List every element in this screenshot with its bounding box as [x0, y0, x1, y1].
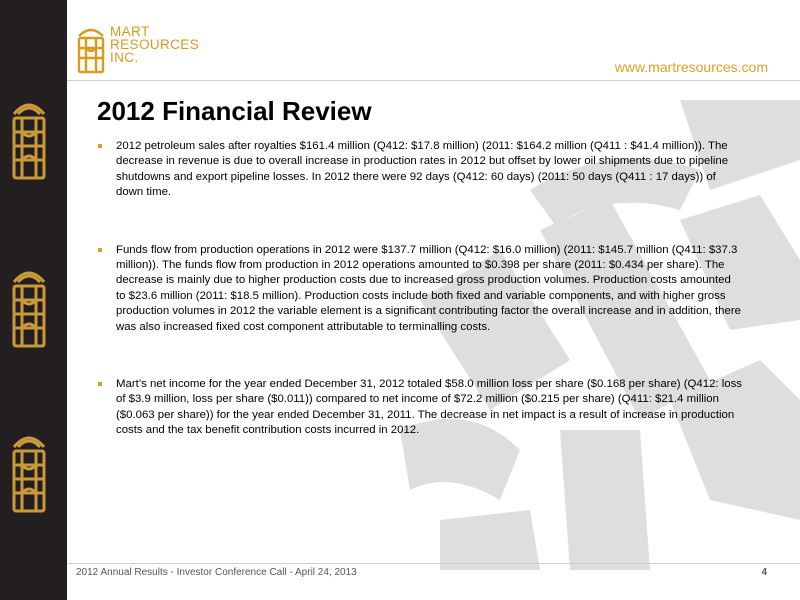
left-band [0, 0, 67, 600]
brand-line: MART [110, 24, 150, 39]
page-number: 4 [761, 567, 767, 578]
square-bullet-icon [98, 248, 102, 252]
header-divider [67, 80, 800, 81]
band-emblem-icon [10, 425, 48, 521]
website-link[interactable]: www.martresources.com [614, 59, 768, 75]
band-emblem-icon [10, 260, 48, 356]
bullet-text: Funds flow from production operations in 2012 were $137.7 million (Q412: $16.0 million) (2011: $145.7 million (Q411: $37.3 million)). The funds flow from production in 2012 operations amounted to $0.398 per share (2011: $0.434 per share). The decrease is mainly due to higher production costs due to increased gross production volumes. Production costs amounted to $23.6 million (2011: $18.5 million). Production costs include both fixed and variable components, and with higher gross production volumes in 2012 the variable element is a significant contributing factor the overall increase and in addition, there was also increased fixed cost component attributable to terminalling costs. [116, 243, 741, 333]
page-title: 2012 Financial Review [97, 96, 372, 126]
brand-name [110, 25, 199, 64]
bullet-list [97, 139, 742, 439]
band-emblem-icon [10, 92, 48, 188]
footer-text: 2012 Annual Results - Investor Conference Call - April 24, 2013 [76, 567, 357, 578]
bullet-text: Mart’s net income for the year ended December 31, 2012 totaled $58.0 million loss per share ($0.168 per share) (Q412: loss of $3.9 million, loss per share ($0.011)) compared to net income of $72.2 million ($0.215 per share) (Q411: $21.4 million ($0.063 per share)) for the year ended December 31, 2011. The decrease in net impact is a result of increase in production costs and the tax benefit contribution costs incurred in 2012. [116, 378, 742, 437]
brand-line: RESOURCES [110, 37, 200, 52]
bullet-item [97, 377, 742, 439]
mart-logo-icon [76, 24, 106, 74]
brand-line: INC. [110, 50, 139, 65]
bullet-item [97, 243, 742, 335]
square-bullet-icon [98, 144, 102, 148]
square-bullet-icon [98, 382, 102, 386]
bullet-text: 2012 petroleum sales after royalties $161.4 million (Q412: $17.8 million) (2011: $164.2 million (Q411 : $41.4 million)). The decrease in revenue is due to overall increase in production rates in 2012 but offset by lower oil shipments due to pipeline shutdowns and export pipeline losses. In 2012 there were 92 days (Q412: 60 days) (2011: 50 days (Q411 : 17 days)) of down time. [116, 140, 729, 199]
footer-divider [67, 563, 800, 564]
bullet-item [97, 139, 742, 201]
